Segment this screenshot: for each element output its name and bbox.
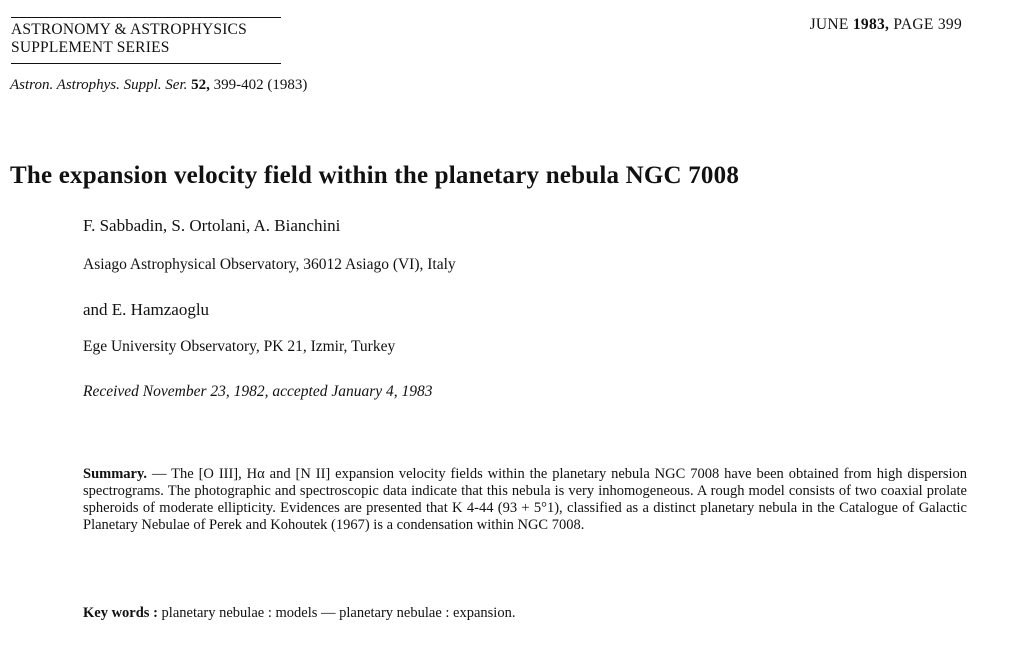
citation-journal: Astron. Astrophys. Suppl. Ser. xyxy=(10,77,188,93)
citation xyxy=(10,77,307,94)
issue-page: PAGE 399 xyxy=(893,16,962,33)
abstract-label: Summary. xyxy=(83,466,148,482)
journal-name-block xyxy=(11,17,281,64)
affiliation-2: Ege University Observatory, PK 21, Izmir, Turkey xyxy=(83,338,396,355)
author-list-2: and E. Hamzaoglu xyxy=(83,300,210,319)
journal-name-line2: SUPPLEMENT SERIES xyxy=(11,39,170,56)
keywords xyxy=(83,605,515,622)
abstract-text: — The [O III], Hα and [N II] expansion velocity fields within the planetary nebula NGC 7008 have been obtained from high dispersion spectrograms. The photographic and spectroscopic data indicate that this nebula is very inhomogeneous. A rough model consists of two coaxial prolate spheroids of moderate ellipticity. Evidences are presented that K 4-44 (93 + 5°1), classified as a distinct planetary nebula in the Catalogue of Galactic Planetary Nebulae of Perek and Kohoutek (1967) is a condensation within NGC 7008. xyxy=(83,466,967,533)
keywords-text: planetary nebulae : models — planetary nebulae : expansion. xyxy=(157,605,516,621)
received-date: Received November 23, 1982, accepted January 4, 1983 xyxy=(83,383,433,400)
issue-year: 1983, xyxy=(852,16,890,33)
keywords-label: Key words : xyxy=(83,605,158,621)
paper-title: The expansion velocity field within the planetary nebula NGC 7008 xyxy=(10,162,740,189)
issue-month: JUNE xyxy=(809,16,849,33)
issue-info xyxy=(810,16,962,34)
citation-pages: 399-402 (1983) xyxy=(213,77,308,93)
journal-name-line1: ASTRONOMY & ASTROPHYSICS xyxy=(11,21,247,38)
citation-volume: 52, xyxy=(191,77,210,93)
affiliation-1: Asiago Astrophysical Observatory, 36012 Asiago (VI), Italy xyxy=(83,256,456,273)
author-list-1: F. Sabbadin, S. Ortolani, A. Bianchini xyxy=(83,216,341,235)
abstract xyxy=(83,466,967,534)
